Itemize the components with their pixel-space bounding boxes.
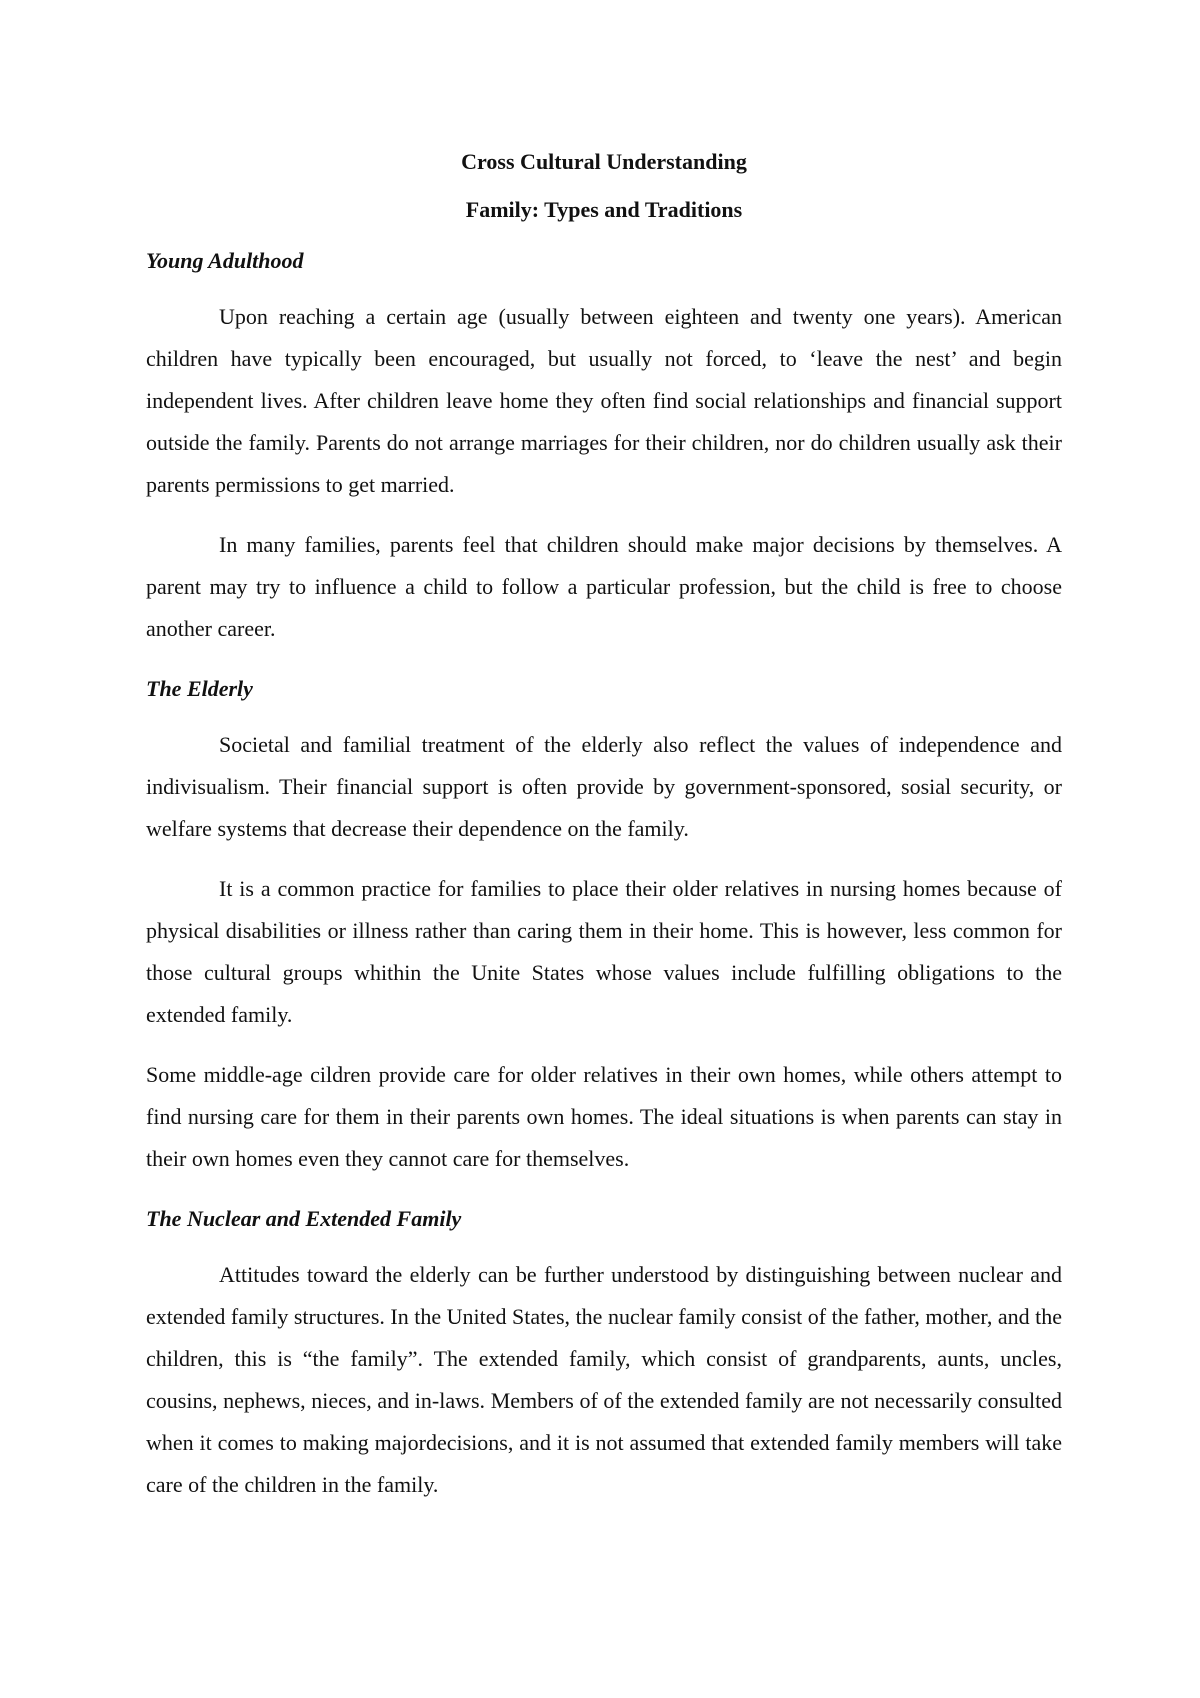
paragraph: It is a common practice for families to place their older relatives in nursing homes because of physical disabilities or illness rather than caring them in their home. This is however, less common for those cultural groups whithin the Unite States whose values include fulfilling obligations to the extended family.: [146, 876, 1062, 1027]
document-body: [146, 138, 1062, 1524]
section-heading-young-adulthood: Young Adulthood: [146, 248, 304, 273]
document-subtitle: Family: Types and Traditions: [465, 197, 743, 222]
document-title: Cross Cultural Understanding: [461, 149, 747, 174]
section-heading-elderly: The Elderly: [146, 676, 253, 701]
paragraph: Upon reaching a certain age (usually between eighteen and twenty one years). American children have typically been encouraged, but usually not forced, to ‘leave the nest’ and begin independent lives. After children leave home they often find social relationships and financial support outside the family. Parents do not arrange marriages for their children, nor do children usually ask their parents permissions to get married.: [146, 304, 1062, 497]
paragraph: Societal and familial treatment of the elderly also reflect the values of independence and indivisualism. Their financial support is often provide by government-sponsored, sosial security, or welfare systems that decrease their dependence on the family.: [146, 732, 1062, 841]
paragraph: Attitudes toward the elderly can be further understood by distinguishing between nuclear and extended family structures. In the United States, the nuclear family consist of the father, mother, and the children, this is “the family”. The extended family, which consist of grandparents, aunts, uncles, cousins, nephews, nieces, and in-laws. Members of of the extended family are not necessarily consulted when it comes to making majordecisions, and it is not assumed that extended family members will take care of the children in the family.: [146, 1262, 1062, 1497]
section-heading-nuclear-extended-family: The Nuclear and Extended Family: [146, 1206, 462, 1231]
paragraph: In many families, parents feel that children should make major decisions by themselves. A parent may try to influence a child to follow a particular profession, but the child is free to choose another career.: [146, 532, 1062, 641]
paragraph: Some middle-age cildren provide care for older relatives in their own homes, while others attempt to find nursing care for them in their parents own homes. The ideal situations is when parents can stay in their own homes even they cannot care for themselves.: [146, 1062, 1062, 1171]
